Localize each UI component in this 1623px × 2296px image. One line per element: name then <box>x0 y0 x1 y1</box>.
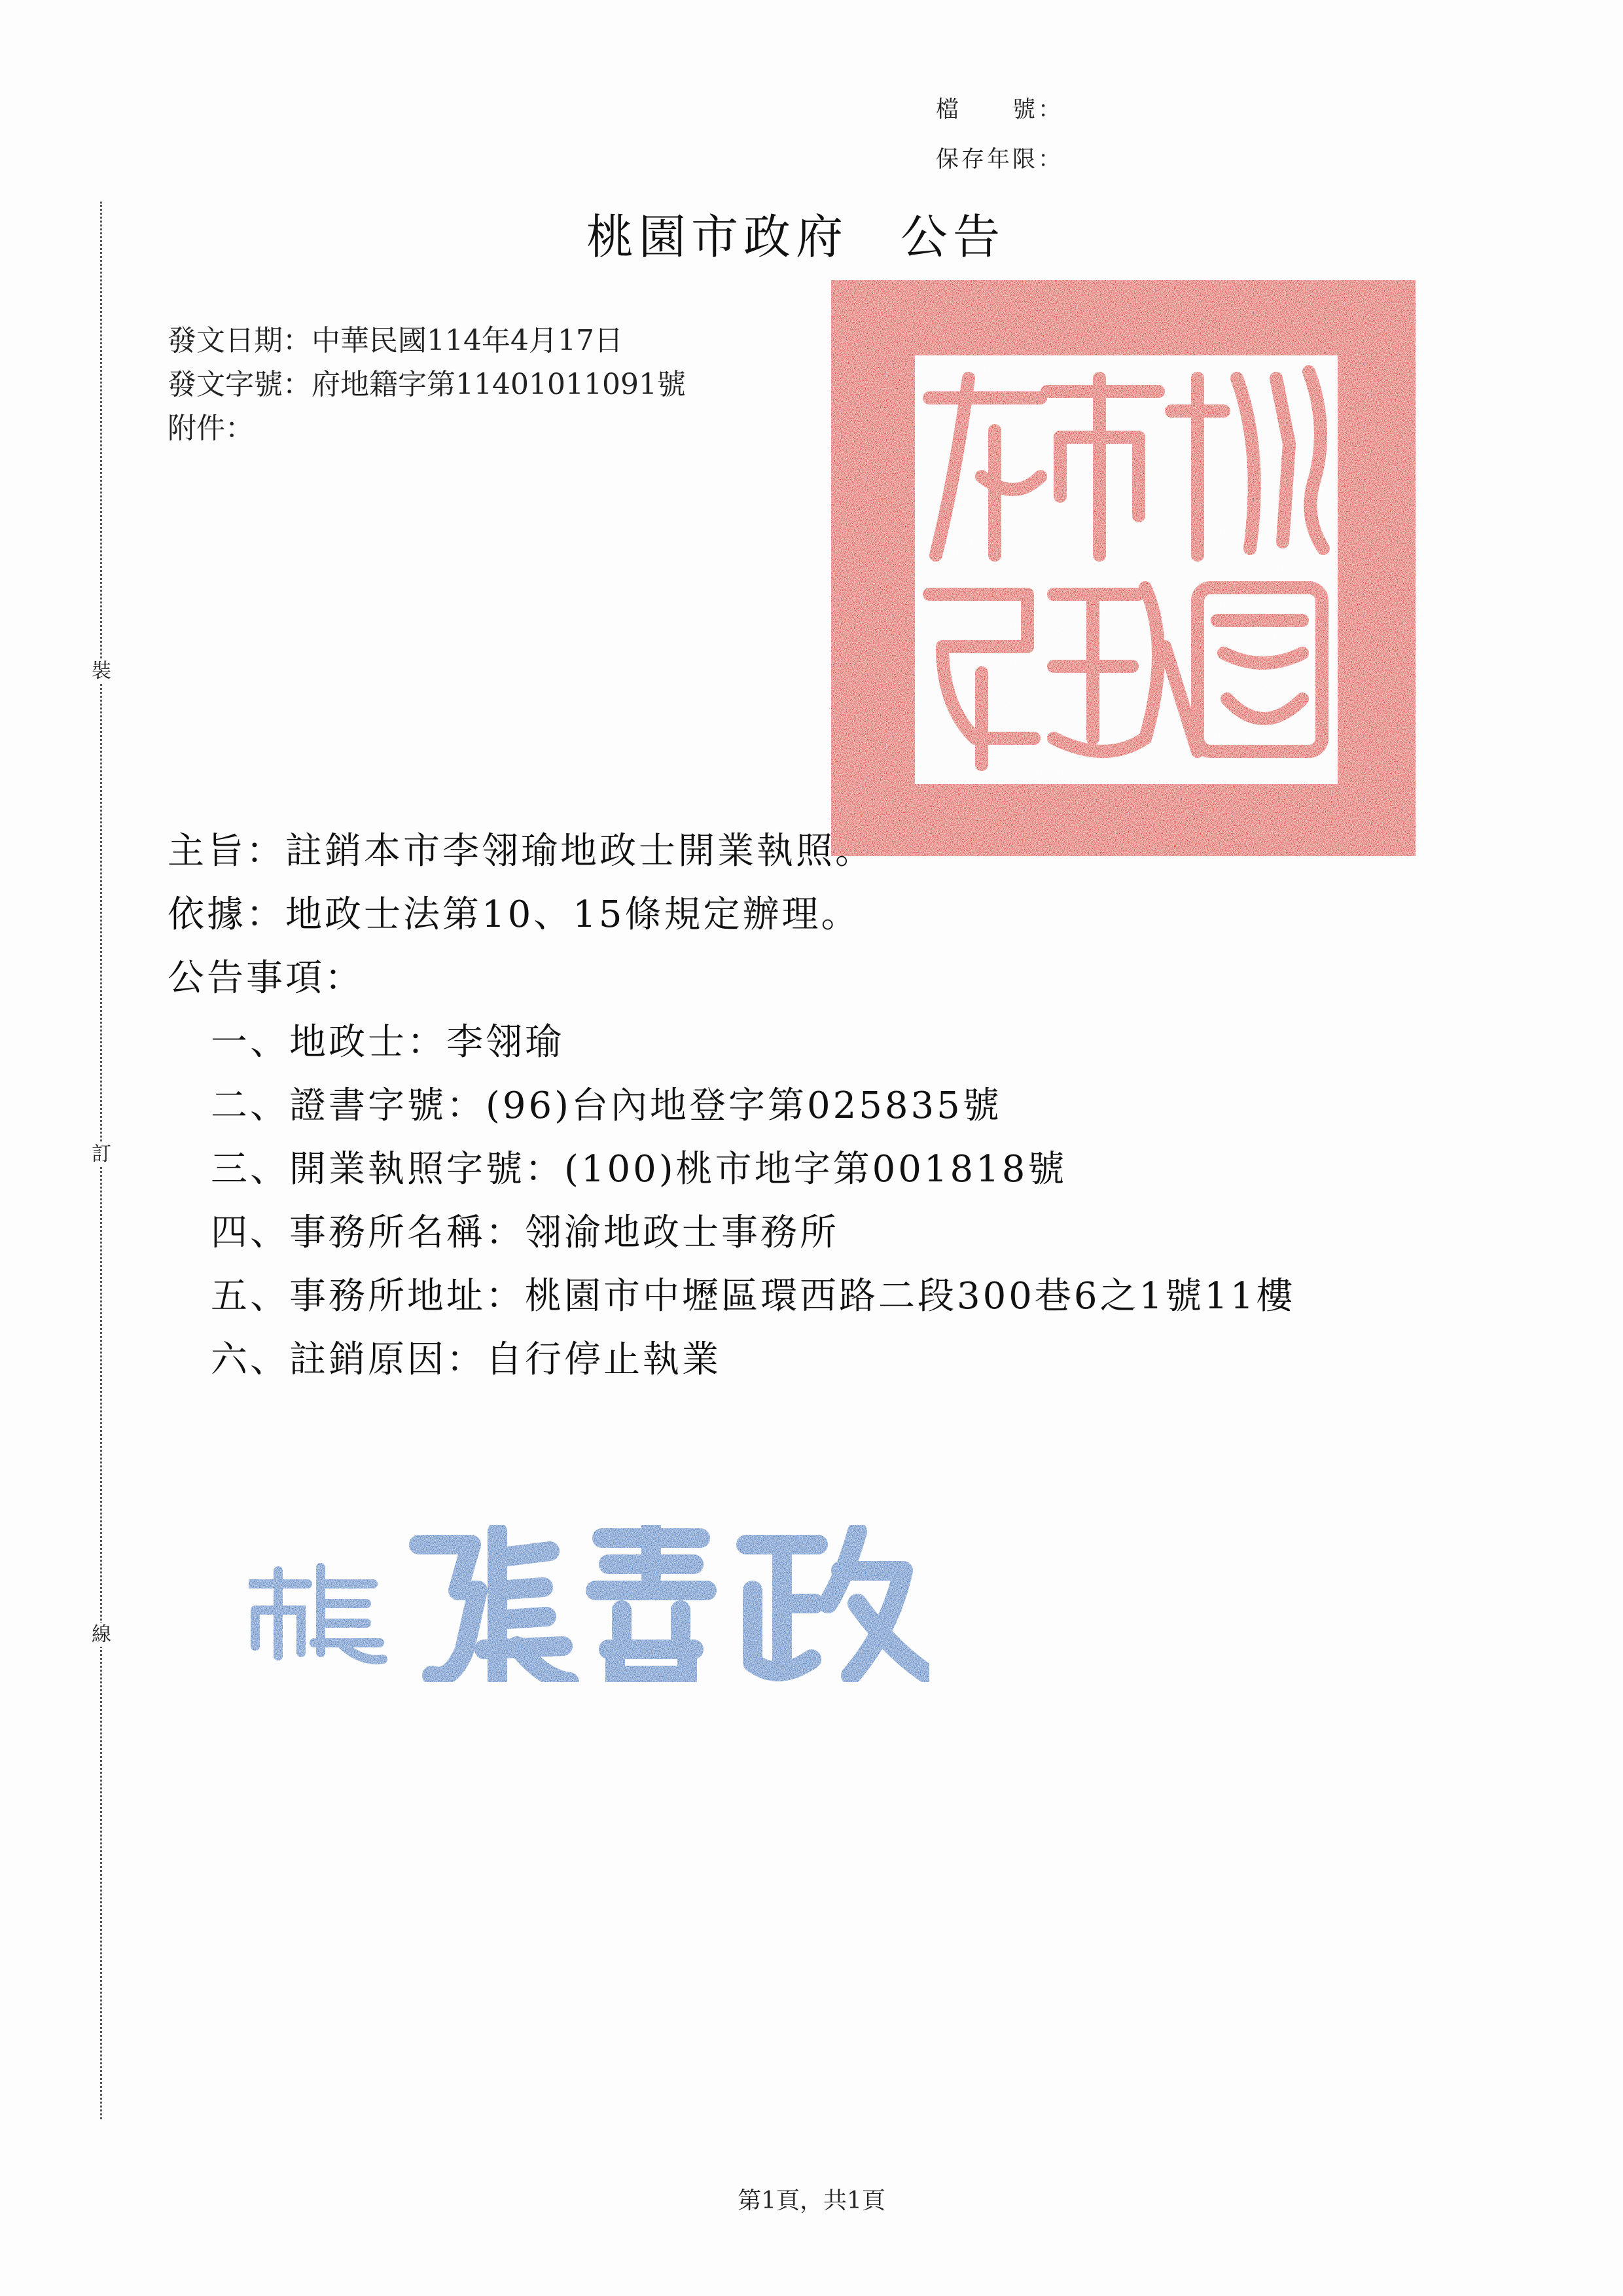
announcement-item: 四、事務所名稱：翎渝地政士事務所 <box>211 1211 839 1254</box>
signature-title-glyphs <box>249 1568 383 1660</box>
subject-line: 主旨：註銷本市李翎瑜地政士開業執照。 <box>168 830 874 872</box>
official-seal-icon <box>831 280 1416 856</box>
document-title: 桃園市政府 公告 <box>586 209 1006 264</box>
attachment-label: 附件： <box>168 412 254 445</box>
page-number: 第1頁，共1頁 <box>738 2187 885 2214</box>
binding-char-zhuang: 裝 <box>92 660 111 683</box>
binding-char-ding: 訂 <box>92 1143 111 1166</box>
signature-name-glyphs <box>419 1525 929 1682</box>
seal-body <box>831 280 1416 856</box>
announcement-item: 二、證書字號：(96)台內地登字第025835號 <box>211 1085 1002 1127</box>
announcement-items-heading: 公告事項： <box>168 957 364 999</box>
announcement-item: 六、註銷原因：自行停止執業 <box>211 1338 721 1381</box>
announcement-item: 五、事務所地址：桃園市中壢區環西路二段300巷6之1號11樓 <box>211 1275 1296 1318</box>
announcement-item: 一、地政士：李翎瑜 <box>211 1021 564 1064</box>
mayor-signature-stamp <box>236 1505 1021 1702</box>
retention-period-label: 保存年限： <box>936 147 1064 173</box>
binding-char-xian: 線 <box>92 1623 111 1646</box>
announcement-item: 三、開業執照字號：(100)桃市地字第001818號 <box>211 1148 1067 1191</box>
file-number-label: 檔 號： <box>936 97 1064 123</box>
legal-basis-line: 依據：地政士法第10、15條規定辦理。 <box>168 893 861 936</box>
issue-reference-number: 發文字號：府地籍字第11401011091號 <box>168 368 686 401</box>
issue-date: 發文日期：中華民國114年4月17日 <box>168 324 623 357</box>
